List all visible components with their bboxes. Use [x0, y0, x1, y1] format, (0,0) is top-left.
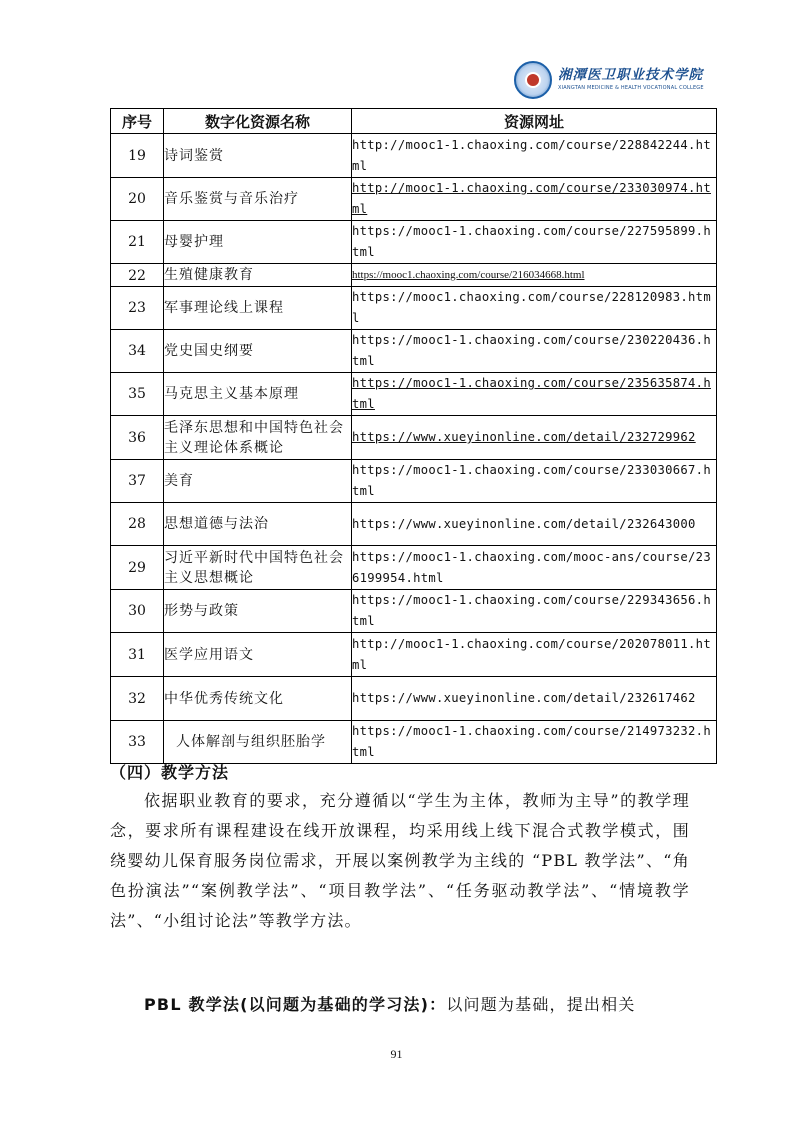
row-resource-name: 思想道德与法治: [164, 503, 352, 546]
table-row: [111, 721, 717, 764]
table-row: [111, 633, 717, 677]
header-resource-url: 资源网址: [352, 109, 717, 134]
row-number: 19: [111, 134, 164, 178]
table-row: [111, 221, 717, 264]
table-row: [111, 287, 717, 330]
logo-english-name: XIANGTAN MEDICINE & HEALTH VOCATIONAL COLLEGE: [558, 85, 704, 92]
row-number: 33: [111, 721, 164, 764]
row-number: 37: [111, 460, 164, 503]
row-resource-link[interactable]: https://mooc1-1.chaoxing.com/course/230220436.html: [352, 330, 717, 373]
row-number: 36: [111, 416, 164, 460]
pbl-method-text: 以问题为基础，提出相关: [446, 995, 636, 1014]
table-row: [111, 178, 717, 221]
row-number: 20: [111, 178, 164, 221]
table-row: [111, 134, 717, 178]
header-number: 序号: [111, 109, 164, 134]
digital-resources-table: [110, 108, 717, 764]
table-row: [111, 264, 717, 287]
pbl-method-title: PBL 教学法(以问题为基础的学习法)：: [144, 995, 447, 1014]
row-resource-link[interactable]: https://www.xueyinonline.com/detail/232729962: [352, 416, 717, 460]
header-resource-name: 数字化资源名称: [164, 109, 352, 134]
row-number: 29: [111, 546, 164, 590]
logo-chinese-name: 湘潭医卫职业技术学院: [558, 66, 703, 83]
row-number: 35: [111, 373, 164, 416]
row-resource-name: 美育: [164, 460, 352, 503]
college-emblem-icon: [514, 61, 552, 99]
row-resource-link[interactable]: http://mooc1-1.chaoxing.com/course/228842244.html: [352, 134, 717, 178]
row-resource-link[interactable]: https://mooc1-1.chaoxing.com/course/214973232.html: [352, 721, 717, 764]
section-heading: （四）教学方法: [110, 763, 230, 782]
row-resource-link[interactable]: https://mooc1.chaoxing.com/course/228120983.html: [352, 287, 717, 330]
row-resource-name: 党史国史纲要: [164, 330, 352, 373]
row-resource-link[interactable]: https://mooc1-1.chaoxing.com/course/233030667.html: [352, 460, 717, 503]
row-resource-link[interactable]: https://www.xueyinonline.com/detail/232643000: [352, 503, 717, 546]
table-row: [111, 330, 717, 373]
row-resource-name: 人体解剖与组织胚胎学: [164, 721, 352, 764]
teaching-method-paragraph: 依据职业教育的要求，充分遵循以“学生为主体，教师为主导”的教学理念，要求所有课程建设在线开放课程，均采用线上线下混合式教学模式，围绕婴幼儿保育服务岗位需求，开展以案例教学为主线的 “PBL 教学法”、“角色扮演法”“案例教学法”、“项目教学法”、“任务驱动教学法”、“情境教学法”、“小组讨论法”等教学方法。: [110, 791, 690, 930]
row-number: 22: [111, 264, 164, 287]
pbl-method-paragraph: [110, 990, 690, 1020]
table-row: [111, 373, 717, 416]
table-row: [111, 590, 717, 633]
row-number: 23: [111, 287, 164, 330]
row-resource-link[interactable]: https://mooc1-1.chaoxing.com/course/227595899.html: [352, 221, 717, 264]
table-row: [111, 546, 717, 590]
row-resource-link[interactable]: https://mooc1-1.chaoxing.com/mooc-ans/course/236199954.html: [352, 546, 717, 590]
row-number: 21: [111, 221, 164, 264]
row-resource-name: 军事理论线上课程: [164, 287, 352, 330]
table-row: [111, 416, 717, 460]
row-resource-name: 生殖健康教育: [164, 264, 352, 287]
table-row: [111, 677, 717, 721]
row-resource-link[interactable]: http://mooc1-1.chaoxing.com/course/202078011.html: [352, 633, 717, 677]
table-header-row: [111, 109, 717, 134]
row-resource-name: 音乐鉴赏与音乐治疗: [164, 178, 352, 221]
row-resource-link[interactable]: https://mooc1.chaoxing.com/course/216034668.html: [352, 264, 717, 287]
row-resource-name: 医学应用语文: [164, 633, 352, 677]
row-resource-name: 毛泽东思想和中国特色社会主义理论体系概论: [164, 416, 352, 460]
row-number: 28: [111, 503, 164, 546]
row-number: 34: [111, 330, 164, 373]
row-number: 31: [111, 633, 164, 677]
table-row: [111, 460, 717, 503]
row-resource-name: 形势与政策: [164, 590, 352, 633]
row-resource-name: 母婴护理: [164, 221, 352, 264]
table-row: [111, 503, 717, 546]
row-resource-name: 习近平新时代中国特色社会主义思想概论: [164, 546, 352, 590]
row-resource-name: 马克思主义基本原理: [164, 373, 352, 416]
row-resource-link[interactable]: https://www.xueyinonline.com/detail/232617462: [352, 677, 717, 721]
page-number: 91: [390, 1047, 403, 1061]
row-resource-link[interactable]: https://mooc1-1.chaoxing.com/course/229343656.html: [352, 590, 717, 633]
row-number: 30: [111, 590, 164, 633]
college-logo: [514, 60, 704, 100]
row-resource-name: 中华优秀传统文化: [164, 677, 352, 721]
row-number: 32: [111, 677, 164, 721]
row-resource-link[interactable]: https://mooc1-1.chaoxing.com/course/235635874.html: [352, 373, 717, 416]
row-resource-link[interactable]: http://mooc1-1.chaoxing.com/course/233030974.html: [352, 178, 717, 221]
row-resource-name: 诗词鉴赏: [164, 134, 352, 178]
